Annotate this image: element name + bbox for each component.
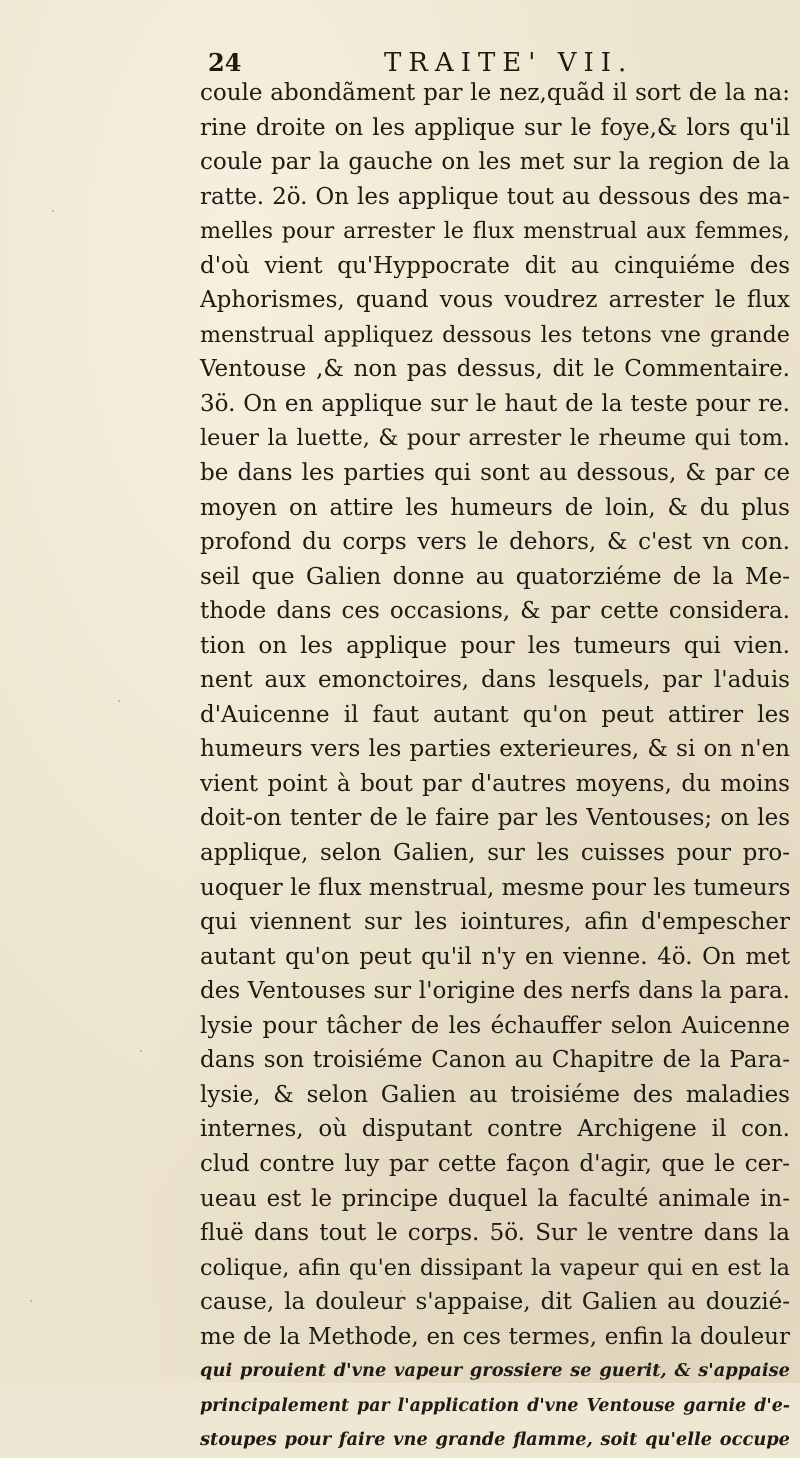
text-line: seil que Galien donne au quatorziéme de la Me- (200, 563, 790, 590)
text-line: autant qu'on peut qu'il n'y en vienne. 4ö. On met (200, 943, 790, 970)
text-line: Aphorismes, quand vous voudrez arrester le flux (200, 287, 790, 314)
text-line: internes, où disputant contre Archigene il con. (200, 1116, 790, 1143)
text-line: thode dans ces occasions, & par cette considera. (200, 598, 790, 625)
italic-quote-line: stoupes pour faire vne grande flamme, soit qu'elle occupe (200, 1429, 790, 1451)
text-line: rine droite on les applique sur le foye,& lors qu'il (200, 114, 790, 141)
text-line: nent aux emonctoires, dans lesquels, par l'aduis (200, 667, 790, 694)
text-line: melles pour arrester le flux menstrual aux femmes, (200, 218, 790, 245)
body-text (200, 76, 790, 1458)
paper-speck (118, 700, 120, 702)
text-line: me de la Methode, en ces termes, enfin la douleur (200, 1323, 790, 1350)
paper-speck (30, 1300, 32, 1302)
text-line: profond du corps vers le dehors, & c'est vn con. (200, 529, 790, 556)
text-line: clud contre luy par cette façon d'agir, que le cer- (200, 1150, 790, 1177)
text-line: lysie pour tâcher de les échauffer selon Auicenne (200, 1012, 790, 1039)
text-line: dans son troisiéme Canon au Chapitre de la Para- (200, 1047, 790, 1074)
text-line: be dans les parties qui sont au dessous, & par ce (200, 460, 790, 487)
text-line: colique, afin qu'en dissipant la vapeur qui en est la (200, 1254, 790, 1281)
text-line: uoquer le flux menstrual, mesme pour les tumeurs (200, 874, 791, 901)
text-line: des Ventouses sur l'origine des nerfs dans la para. (200, 978, 790, 1005)
text-line: ratte. 2ö. On les applique tout au dessous des ma- (200, 183, 790, 210)
text-line: moyen on attire les humeurs de loin, & du plus (200, 494, 790, 521)
text-line: coule abondãment par le nez,quãd il sort de la na: (200, 80, 790, 106)
text-line: menstrual appliquez dessous les tetons vne grande (200, 321, 790, 348)
text-line: vient point à bout par d'autres moyens, du moins (200, 770, 790, 797)
text-line: lysie, & selon Galien au troisiéme des maladies (200, 1081, 790, 1108)
text-line: coule par la gauche on les met sur la region de la (200, 149, 790, 176)
text-line: qui viennent sur les iointures, afin d'empescher (200, 909, 790, 936)
italic-quote-line: qui prouient d'vne vapeur grossiere se guerit, & s'appaise (200, 1360, 790, 1382)
page-number: 24 (208, 48, 242, 77)
running-title: TRAITE' VII. (384, 48, 634, 78)
text-line: d'où vient qu'Hyppocrate dit au cinquiéme des (200, 252, 790, 279)
text-line: applique, selon Galien, sur les cuisses pour pro- (200, 840, 790, 867)
text-line: leuer la luette, & pour arrester le rheume qui tom. (200, 425, 790, 452)
text-line: tion on les applique pour les tumeurs qui vien. (200, 632, 790, 659)
italic-quote-line: principalement par l'application d'vne Ventouse garnie d'e- (200, 1395, 790, 1416)
text-line: Ventouse ,& non pas dessus, dit le Commentaire. (200, 356, 790, 383)
paper-speck (52, 210, 54, 212)
text-line: fluë dans tout le corps. 5ö. Sur le ventre dans la (200, 1220, 790, 1247)
text-line: d'Auicenne il faut autant qu'on peut attirer les (200, 701, 790, 728)
text-line: humeurs vers les parties exterieures, & si on n'en (200, 736, 790, 763)
text-line: cause, la douleur s'appaise, dit Galien au douzié- (200, 1289, 790, 1316)
text-line: doit-on tenter de le faire par les Ventouses; on les (200, 805, 790, 832)
paper-speck (140, 1050, 142, 1052)
text-line: ueau est le principe duquel la faculté animale in- (200, 1185, 790, 1212)
text-line: 3ö. On en applique sur le haut de la teste pour re. (200, 390, 790, 417)
